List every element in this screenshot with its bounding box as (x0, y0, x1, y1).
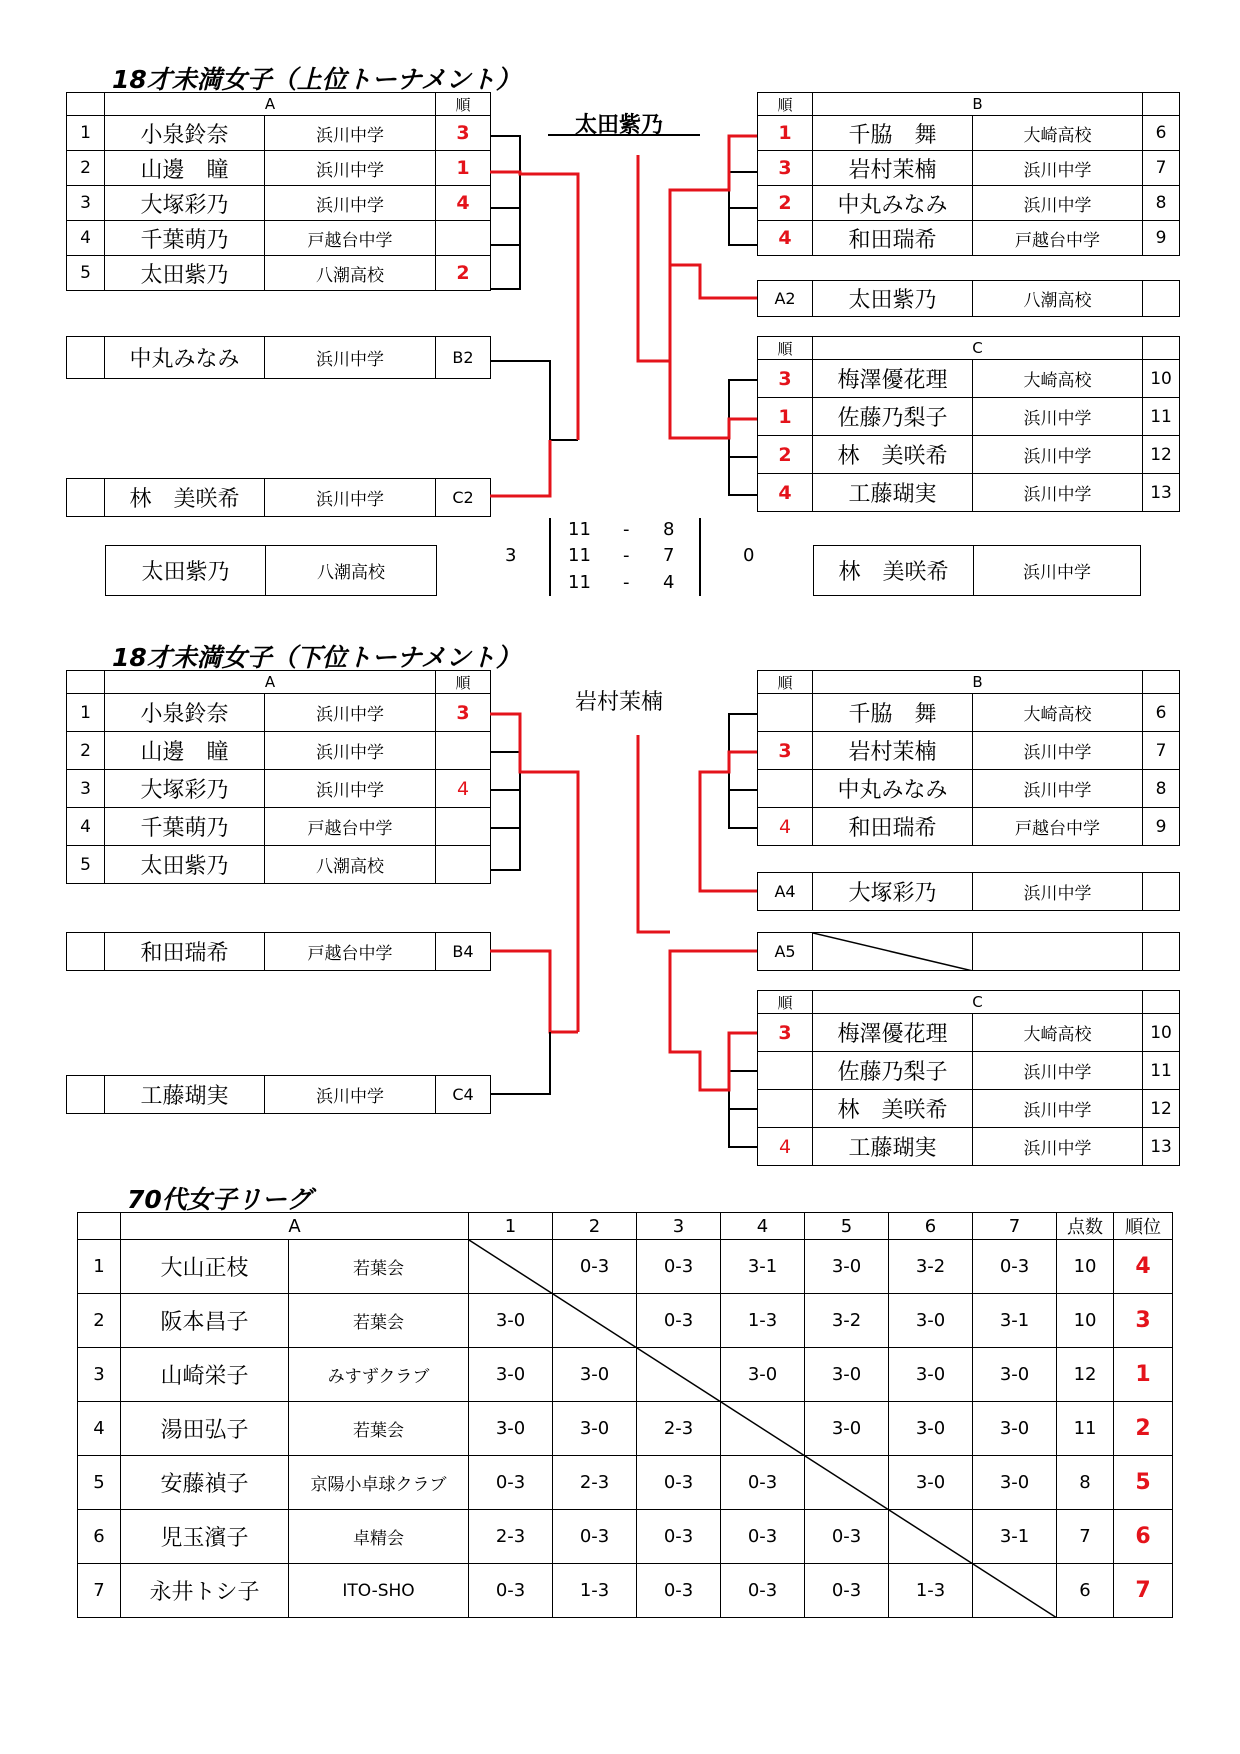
match-score: 1-3 (553, 1564, 637, 1618)
points: 11 (1057, 1402, 1114, 1456)
match-score: 0-3 (637, 1456, 721, 1510)
upper-final-left (105, 545, 437, 596)
player-rank: 1 (436, 151, 491, 186)
player-school: 浜川中学 (265, 479, 436, 517)
group-header: B (813, 93, 1143, 116)
player-club: 京陽小卓球クラブ (289, 1456, 469, 1510)
table-row: 3 梅澤優花理 大崎高校 10 (758, 360, 1180, 398)
player-name: 大山正枝 (121, 1240, 289, 1294)
group-header: C (813, 991, 1143, 1014)
table-row: 3 岩村茉楠 浜川中学 7 (758, 151, 1180, 186)
group-header: A (105, 93, 436, 116)
match-score: 3-2 (889, 1240, 973, 1294)
league-title: 70代女子リーグ (127, 1185, 312, 1214)
player-name: 阪本昌子 (121, 1294, 289, 1348)
seed-label: C2 (436, 479, 491, 517)
player-name: 大塚彩乃 (105, 186, 265, 221)
match-score: 2-3 (469, 1510, 553, 1564)
player-school: 浜川中学 (974, 546, 1141, 596)
player-name: 林 美咲希 (814, 546, 974, 596)
match-score: 0-3 (721, 1510, 805, 1564)
table-row: 3 梅澤優花理 大崎高校 10 (758, 1014, 1180, 1052)
table-row: 5 太田紫乃 八潮高校 (67, 846, 491, 884)
table-row: 1 小泉鈴奈 浜川中学 3 (67, 116, 491, 151)
points: 10 (1057, 1240, 1114, 1294)
rank: 4 (1114, 1240, 1173, 1294)
final-right-sets: 0 (743, 545, 755, 566)
player-name: 小泉鈴奈 (105, 116, 265, 151)
player-school: 浜川中学 (265, 337, 436, 379)
match-score: 0-3 (469, 1564, 553, 1618)
table-row: 3 大塚彩乃 浜川中学 4 (67, 186, 491, 221)
table-row: 4 工藤瑚実 浜川中学 13 (758, 474, 1180, 512)
lower-group-a-table (66, 670, 491, 884)
points: 10 (1057, 1294, 1114, 1348)
player-name: 児玉濱子 (121, 1510, 289, 1564)
table-row (78, 1348, 1173, 1402)
player-rank (436, 221, 491, 256)
row-number: 7 (78, 1564, 121, 1618)
upper-group-a-table (66, 92, 491, 291)
table-row: 4 千葉萌乃 戸越台中学 (67, 221, 491, 256)
upper-group-b-table (757, 92, 1180, 256)
upper-title: 18才未満女子（上位トーナメント） (112, 65, 521, 94)
points: 12 (1057, 1348, 1114, 1402)
match-score: 0-3 (637, 1510, 721, 1564)
match-score: 3-0 (889, 1294, 973, 1348)
player-name: 太田紫乃 (105, 256, 265, 291)
group-header: B (813, 671, 1143, 694)
table-row: 4 和田瑞希 戸越台中学 9 (758, 221, 1180, 256)
table-row: 2 林 美咲希 浜川中学 12 (758, 436, 1180, 474)
player-rank: 2 (436, 256, 491, 291)
match-score: 0-3 (637, 1294, 721, 1348)
upper-final-right (813, 545, 1141, 596)
row-number: 3 (78, 1348, 121, 1402)
match-score: 1-3 (721, 1294, 805, 1348)
player-club: 若葉会 (289, 1240, 469, 1294)
row-number: 6 (78, 1510, 121, 1564)
match-score: 3-0 (973, 1456, 1057, 1510)
diagonal-cell (721, 1402, 805, 1456)
match-score: 0-3 (637, 1240, 721, 1294)
upper-extra-a2: A2 太田紫乃 八潮高校 (757, 280, 1180, 317)
lower-extra-a5: A5 (757, 932, 1180, 971)
player-school: 浜川中学 (265, 186, 436, 221)
rank: 3 (1114, 1294, 1173, 1348)
rank: 2 (1114, 1402, 1173, 1456)
table-row (78, 1240, 1173, 1294)
table-row (78, 1294, 1173, 1348)
table-row: 2 中丸みなみ 浜川中学 8 (758, 186, 1180, 221)
match-score: 3-0 (805, 1240, 889, 1294)
rank: 1 (1114, 1348, 1173, 1402)
seed-label: B2 (436, 337, 491, 379)
table-row: 中丸みなみ 浜川中学 8 (758, 770, 1180, 808)
match-score: 3-1 (973, 1510, 1057, 1564)
group-header: A (105, 671, 436, 694)
row-number: 2 (78, 1294, 121, 1348)
player-club: ITO-SHO (289, 1564, 469, 1618)
player-name: 山崎栄子 (121, 1348, 289, 1402)
rank: 7 (1114, 1564, 1173, 1618)
player-school: 八潮高校 (266, 546, 437, 596)
match-score: 3-0 (973, 1348, 1057, 1402)
rank: 5 (1114, 1456, 1173, 1510)
table-row: 佐藤乃梨子 浜川中学 11 (758, 1052, 1180, 1090)
lower-seed-c: 工藤瑚実 浜川中学 C4 (66, 1075, 491, 1114)
lower-group-c-table (757, 990, 1180, 1166)
table-row (78, 1456, 1173, 1510)
player-name: 永井トシ子 (121, 1564, 289, 1618)
diagonal-cell (805, 1456, 889, 1510)
game-score: 11 - 8 (568, 519, 675, 540)
match-score: 3-1 (973, 1294, 1057, 1348)
final-left-sets: 3 (505, 545, 517, 566)
match-score: 3-0 (469, 1402, 553, 1456)
player-school: 八潮高校 (265, 256, 436, 291)
table-row (78, 1564, 1173, 1618)
table-row: 4 工藤瑚実 浜川中学 13 (758, 1128, 1180, 1166)
match-score: 0-3 (805, 1510, 889, 1564)
player-rank: 4 (436, 186, 491, 221)
league-header-row: A 1 2 3 4 5 6 7 点数 順位 (78, 1213, 1173, 1240)
match-score: 2-3 (637, 1402, 721, 1456)
table-row: 4 千葉萌乃 戸越台中学 (67, 808, 491, 846)
player-club: みすずクラブ (289, 1348, 469, 1402)
player-name: 安藤禎子 (121, 1456, 289, 1510)
match-score: 3-0 (553, 1348, 637, 1402)
points: 7 (1057, 1510, 1114, 1564)
diagonal-cell (469, 1240, 553, 1294)
diagonal-cell (973, 1564, 1057, 1618)
table-row: 1 佐藤乃梨子 浜川中学 11 (758, 398, 1180, 436)
row-number: 1 (78, 1240, 121, 1294)
table-row: 4 和田瑞希 戸越台中学 9 (758, 808, 1180, 846)
league-table (77, 1212, 1173, 1618)
match-score: 3-0 (553, 1402, 637, 1456)
lower-extra-a4: A4 大塚彩乃 浜川中学 (757, 872, 1180, 911)
row-number: 4 (78, 1402, 121, 1456)
match-score: 0-3 (973, 1240, 1057, 1294)
match-score: 3-0 (805, 1402, 889, 1456)
match-score: 0-3 (553, 1510, 637, 1564)
points: 6 (1057, 1564, 1114, 1618)
match-score: 3-0 (973, 1402, 1057, 1456)
lower-group-b-table (757, 670, 1180, 846)
player-name: 山邊 瞳 (105, 151, 265, 186)
diagonal-cell (553, 1294, 637, 1348)
match-score: 3-0 (805, 1348, 889, 1402)
table-row: 1 千脇 舞 大崎高校 6 (758, 116, 1180, 151)
rank-header: 順 (758, 93, 813, 116)
player-school: 浜川中学 (265, 151, 436, 186)
table-row (78, 1402, 1173, 1456)
match-score: 0-3 (721, 1456, 805, 1510)
player-name: 湯田弘子 (121, 1402, 289, 1456)
table-row: 千脇 舞 大崎高校 6 (758, 694, 1180, 732)
diagonal-cell (637, 1348, 721, 1402)
player-club: 若葉会 (289, 1294, 469, 1348)
player-name: 林 美咲希 (105, 479, 265, 517)
match-score: 0-3 (805, 1564, 889, 1618)
lower-seed-b: 和田瑞希 戸越台中学 B4 (66, 932, 491, 971)
group-header: C (813, 337, 1143, 360)
upper-seed-c (66, 478, 491, 517)
table-row (78, 1510, 1173, 1564)
player-name: 千葉萌乃 (105, 221, 265, 256)
game-score: 11 - 7 (568, 545, 675, 566)
match-score: 3-0 (469, 1348, 553, 1402)
match-score: 3-0 (889, 1402, 973, 1456)
match-score: 3-2 (805, 1294, 889, 1348)
match-score: 0-3 (469, 1456, 553, 1510)
match-score: 3-0 (889, 1348, 973, 1402)
row-number: 5 (78, 1456, 121, 1510)
match-score: 3-1 (721, 1240, 805, 1294)
points: 8 (1057, 1456, 1114, 1510)
player-school: 浜川中学 (265, 116, 436, 151)
rank-header: 順 (758, 671, 813, 694)
upper-winner: 太田紫乃 (575, 113, 664, 138)
table-row: 3 大塚彩乃 浜川中学 4 (67, 770, 491, 808)
table-row: 5 太田紫乃 八潮高校 2 (67, 256, 491, 291)
diagonal-cell (889, 1510, 973, 1564)
table-row: 2 山邊 瞳 浜川中学 (67, 732, 491, 770)
table-row: 2 山邊 瞳 浜川中学 1 (67, 151, 491, 186)
lower-winner: 岩村茉楠 (575, 690, 664, 715)
match-score: 0-3 (553, 1240, 637, 1294)
player-rank: 3 (436, 116, 491, 151)
player-club: 若葉会 (289, 1402, 469, 1456)
player-name: 中丸みなみ (105, 337, 265, 379)
match-score: 3-0 (889, 1456, 973, 1510)
match-score: 2-3 (553, 1456, 637, 1510)
table-row: 3 岩村茉楠 浜川中学 7 (758, 732, 1180, 770)
player-school: 戸越台中学 (265, 221, 436, 256)
table-row: 1 小泉鈴奈 浜川中学 3 (67, 694, 491, 732)
match-score: 0-3 (721, 1564, 805, 1618)
match-score: 3-0 (721, 1348, 805, 1402)
match-score: 1-3 (889, 1564, 973, 1618)
upper-seed-b (66, 336, 491, 379)
rank-header: 順 (436, 671, 491, 694)
rank: 6 (1114, 1510, 1173, 1564)
table-row: 林 美咲希 浜川中学 12 (758, 1090, 1180, 1128)
upper-group-c-table (757, 336, 1180, 512)
rank-header: 順 (758, 991, 813, 1014)
rank-header: 順 (436, 93, 491, 116)
empty-slot (813, 933, 973, 971)
player-name: 太田紫乃 (106, 546, 266, 596)
rank-header: 順 (758, 337, 813, 360)
match-score: 3-0 (469, 1294, 553, 1348)
game-score: 11 - 4 (568, 572, 675, 593)
lower-title: 18才未満女子（下位トーナメント） (112, 643, 521, 672)
match-score: 0-3 (637, 1564, 721, 1618)
player-club: 卓精会 (289, 1510, 469, 1564)
